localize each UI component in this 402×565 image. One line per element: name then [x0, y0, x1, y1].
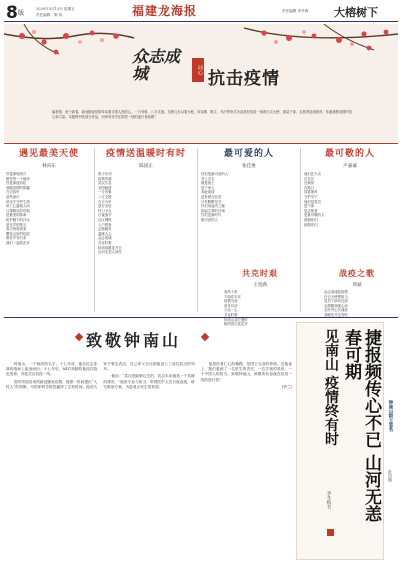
poem-line: 是最可敬的人: [304, 213, 325, 218]
poem-line: 没有豪言壮语: [201, 194, 222, 199]
column-divider: [94, 148, 95, 312]
poem-4-body: [304, 172, 396, 227]
poem-line: 春暖花开定有时: [324, 312, 348, 317]
essay-ornament-icon: [75, 333, 83, 341]
page-unit: 版: [18, 10, 25, 17]
issue-date: 2020年3月13日 星期五: [36, 7, 75, 11]
seal-stamp: [327, 529, 334, 536]
poem-line: 在病房: [304, 181, 315, 186]
banner-intro: 编者按：庚子新春，新冠肺炎疫情牵动着全国人民的心。一方有难，八方支援。龙海儿女以笔为枪，用诗歌、散文、书法等形式为奋战在抗疫一线的白衣天使、基层干部、志愿者加油鼓劲，传递战胜疫情的信心和力量。本版特刊发部分作品，向所有坚守在防控一线的逆行者致敬！: [52, 110, 353, 119]
poem-line: 他们在卡点: [304, 172, 321, 176]
poem-line: 村口卡点: [98, 208, 112, 213]
poem-line: 是最美的勋章: [6, 213, 27, 218]
banner-title-main: 抗击疫情: [208, 69, 280, 89]
poem-line: 防护服下的汗水: [6, 217, 30, 222]
essay-paragraph: 面对突如其来的新冠肺炎疫情，他第一时间提出“人传人”的判断，为国家科学防控赢得了宝贵时间。他劝大家不要去武汉，自己却义无反顾地登上了前往武汉的列车。: [6, 362, 195, 389]
poem-4: [304, 146, 396, 227]
poem-line: 共克时艰: [98, 240, 112, 245]
poem-line: 众志成城战疫情: [324, 290, 348, 294]
poem-line: 穿上白衣: [201, 176, 215, 181]
poem-line: 相约春天赏花开: [224, 322, 248, 327]
poem-line: 我们一起看花开: [6, 240, 30, 245]
poem-line: 逆行出征: [98, 204, 112, 209]
poem-6-title: 战疫之歌: [339, 268, 375, 278]
poem-line: 入户排查: [98, 222, 112, 227]
poem-1: [6, 146, 92, 246]
page-header: [0, 0, 402, 22]
poem-1-body: [6, 172, 92, 246]
poem-line: 只有默默坚守: [201, 199, 222, 204]
poem-line: 八方支援: [98, 194, 112, 199]
poem-line: 山河无恙人间安: [98, 250, 122, 255]
poem-line: 众志成城: [98, 236, 112, 241]
calligraphy-side-author: 陈国顺: [388, 470, 393, 482]
header-small-note: 责任编辑 李冬梅: [282, 9, 309, 13]
essay-paragraph: 他说：“武汉是能够过关的，武汉本来就是一个英雄的城市。”他用专业与担当，带领医护人员日夜奋战，研究救治方案，为患者点亮生的希望。: [103, 374, 195, 389]
banner-title-tag: 同心: [192, 58, 204, 82]
poem-6: [316, 268, 398, 318]
poem-line: 社区网格: [98, 217, 112, 222]
poem-line: 筑起生命的长城: [201, 208, 225, 213]
essay: [6, 320, 292, 560]
section-rule: [4, 317, 398, 318]
poem-3-title: 最可爱的人: [223, 149, 274, 159]
poem-line: 你们是最可爱的人: [201, 172, 229, 176]
poem-line: 顶着寒风: [304, 190, 318, 195]
plum-blossom-decoration: [4, 24, 398, 142]
poem-line: 日夜值守: [98, 213, 112, 218]
poem-line: 全民齐心共战疫: [324, 308, 348, 313]
essay-author: (李兰): [281, 384, 292, 389]
poem-4-author: 卢嘉诚: [343, 164, 357, 169]
poem-line: 万众一心: [224, 308, 238, 313]
banner-title-left: 众志成城: [132, 47, 181, 83]
poem-line: 疫情当前: [224, 299, 238, 304]
poem-line: 是干部: [304, 204, 315, 209]
poem-line: 感谢你们: [304, 217, 318, 222]
poem-line: 待到春暖花开日: [98, 245, 122, 250]
poem-line: 白衣执甲: [6, 190, 20, 195]
poem-line: 庚子年初: [98, 172, 112, 176]
poem-2-author: 陈国正: [139, 164, 153, 169]
poem-line: 党员干部冲在前: [324, 299, 348, 304]
poem-line: 疫情突袭: [98, 176, 112, 181]
issue-editor: 责任编辑：陈 伟: [36, 13, 63, 17]
poem-line: 最可爱的人: [201, 217, 218, 222]
calligraphy-signature: 李冬梅书: [326, 491, 331, 509]
poem-line: 在社区: [304, 176, 315, 181]
poems-top-rule: [4, 143, 398, 144]
calligraphy-side-label: 钟南山院士签名: [388, 400, 393, 432]
poem-line: 你是那道彩虹: [6, 181, 27, 186]
paper-name: 福建龙海报: [132, 4, 198, 18]
poem-5-author: 王宽满: [253, 283, 267, 288]
poem-3: [201, 146, 297, 223]
poem-line: 守护安宁: [304, 194, 318, 199]
poem-2-body: [98, 172, 194, 255]
poem-line: 一方有难: [98, 190, 112, 195]
poem-6-author: 周斌: [352, 283, 362, 288]
poem-4-title: 最可敬的人: [324, 149, 375, 159]
poem-line: 是无声的誓言: [6, 222, 27, 227]
poem-line: 你是那轮明月: [6, 172, 27, 176]
poem-line: 就是战士: [201, 181, 215, 186]
poem-line: 不如你平安: [224, 294, 241, 299]
poem-line: 共克时艰: [224, 312, 238, 317]
poem-line: 致敬你们: [304, 222, 318, 227]
poem-line: 白衣为甲: [98, 199, 112, 204]
poem-1-author: 林向东: [42, 164, 56, 169]
poem-3-body: [201, 172, 297, 223]
essay-paragraph: 钟南山，一个响亮的名字。十七年前，他在抗击非典的战场上挺身而出；十七年后，84岁高龄的他再次临危受命，奔赴武汉抗疫一线。: [6, 362, 98, 377]
poem-line: 奔赴前线: [201, 190, 215, 195]
poem-line: 武汉告急: [98, 181, 112, 186]
poem-line: 全国驰援: [98, 185, 112, 190]
poem-2: [98, 146, 194, 255]
essay-body: [6, 362, 292, 391]
essay-title: 致敬钟南山: [86, 331, 182, 350]
poem-line: 放下家人: [201, 185, 215, 190]
banner: [4, 24, 398, 142]
essay-paragraph: 他是医者仁心的楷模，是国士无双的脊梁。在他身上，我们看到了一名医生的责任，一位学者的风骨，一个中国人的担当。致敬钟南山，致敬所有奋战在抗疫一线的逆行者！: [200, 362, 292, 382]
poem-line: 划破疫情的阴霾: [6, 185, 30, 190]
calligraphy-panel: [296, 322, 384, 560]
poem-2-title: 疫情送温暖时有时: [105, 149, 186, 159]
poem-5-title: 共克时艰: [242, 268, 278, 278]
page-number: 8: [6, 3, 18, 23]
poem-line: 春风十里: [224, 290, 238, 294]
header-rule: [4, 21, 398, 22]
poem-line: 樱花会如约绽放: [6, 231, 30, 236]
poem-3-author: 张佳惠: [242, 164, 256, 169]
poem-line: 春天终将到来: [6, 227, 27, 232]
poem-line: 待到山花烂漫时: [224, 317, 248, 322]
section-name: 大榕树下: [334, 6, 378, 19]
calligraphy-main-text: 捷报频传心不已 山河无恙春可期: [341, 329, 381, 522]
poem-line: 他们是党员: [304, 199, 321, 204]
poem-line: 用仁心温暖人间: [6, 204, 30, 209]
poem-line: 在路口: [304, 185, 315, 190]
poem-1-title: 遇见最美天使: [18, 149, 79, 159]
poem-line: 白衣天使勇担当: [324, 294, 348, 299]
poem-line: 愿你平安归来: [6, 236, 27, 241]
poem-line: 逆风而行: [6, 194, 20, 199]
poem-line: 同舟共济: [224, 303, 238, 308]
poem-line: 志愿服务: [98, 227, 112, 232]
poem-line: 照亮每一个病房: [6, 176, 30, 181]
poem-line: 你们是新时代: [201, 213, 222, 218]
poem-line: 用坚守守护生命: [6, 199, 30, 204]
poem-line: 是志愿者: [304, 208, 318, 213]
poem-line: 温暖人心: [98, 231, 112, 236]
poem-line: 志愿服务暖心房: [324, 303, 348, 308]
poem-line: 口罩勒出的印痕: [6, 208, 30, 213]
poem-line: 你们用血肉之躯: [201, 204, 225, 209]
essay-ornament-icon: [201, 333, 209, 341]
calligraphy-second-text: 见南山 疫情终有时: [323, 329, 339, 446]
poem-6-body: [316, 290, 398, 318]
column-divider: [197, 148, 198, 312]
